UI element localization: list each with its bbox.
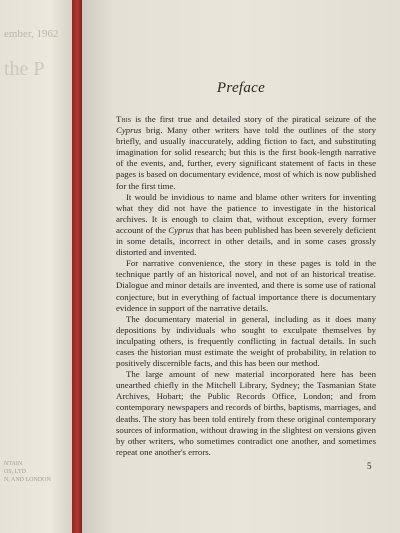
- book-page: [82, 0, 400, 533]
- previous-page-edge: [0, 0, 72, 533]
- paragraph-lead-word: This: [116, 114, 132, 124]
- paragraph: [116, 258, 376, 313]
- paragraph: [116, 314, 376, 369]
- book-binding: [72, 0, 82, 533]
- text-run: The documentary material in general, including as it does many depositions by individuals who sought to exculpate themselves by inculpating others, is frequently conflicting in factual details. In such cases the historian must estimate the weight of probability, in relation to positively discernible facts, and this has been our method.: [116, 313, 376, 369]
- show-through-text: the P: [4, 58, 45, 80]
- imprint-fragment: [4, 460, 51, 484]
- paragraph: [116, 369, 376, 458]
- text-run: The large amount of new material incorporated here has been unearthed chiefly in the Mitchell Library, Sydney; the Tasmanian State Archives, Hobart; the Public Records Office, London; and from contemporary newspapers and records of births, baptisms, marriages, and deaths. The story has been told entirely from these original contemporary sources of information, without drawing in the slightest on versions given by other writers, who sometimes contradict one another, and sometimes repeat one another's errors.: [116, 369, 376, 457]
- imprint-line: OS, LTD: [4, 469, 26, 475]
- imprint-line: N, AND LONDON: [4, 477, 51, 483]
- text-run: It would be invidious to name and blame other writers for inventing what they did not have the patience to investigate in the historical archives. It is enough to claim that, without exception, every former account of the: [116, 191, 376, 235]
- text-run: is the first true and detailed story of the piratical seizure of the: [131, 114, 376, 124]
- previous-page-header-fragment: ember, 1962: [4, 28, 59, 40]
- text-run: brig. Many other writers have told the outlines of the story briefly, and usually inaccurately, adding fiction to fact, and substituting imagination for solid research; but this is the first book-length narrative of the events, and, further, every significant statement of facts in these pages is based on documentary evidence, most of which is now published for the first time.: [116, 125, 376, 191]
- italic-ship-name: Cyprus: [116, 125, 142, 136]
- paragraph: [116, 114, 376, 192]
- body-text: [116, 114, 376, 458]
- page-title: Preface: [216, 80, 266, 96]
- paragraph: [116, 192, 376, 259]
- italic-ship-name: Cyprus: [168, 224, 194, 235]
- text-run: For narrative convenience, the story in these pages is told in the technique partly of an historical novel, and not of an historical treatise. Dialogue and minor details are invented, and there is some use of rational conjecture, but in everything of factual importance there is documentary evidence in support of the narrative details.: [116, 258, 376, 313]
- page-number: 5: [367, 461, 372, 471]
- imprint-line: NTAIN: [4, 461, 23, 467]
- text-run: that has been published has been severely deficient in some details, incorrect in other details, and in some cases grossly distorted and invented.: [116, 224, 376, 258]
